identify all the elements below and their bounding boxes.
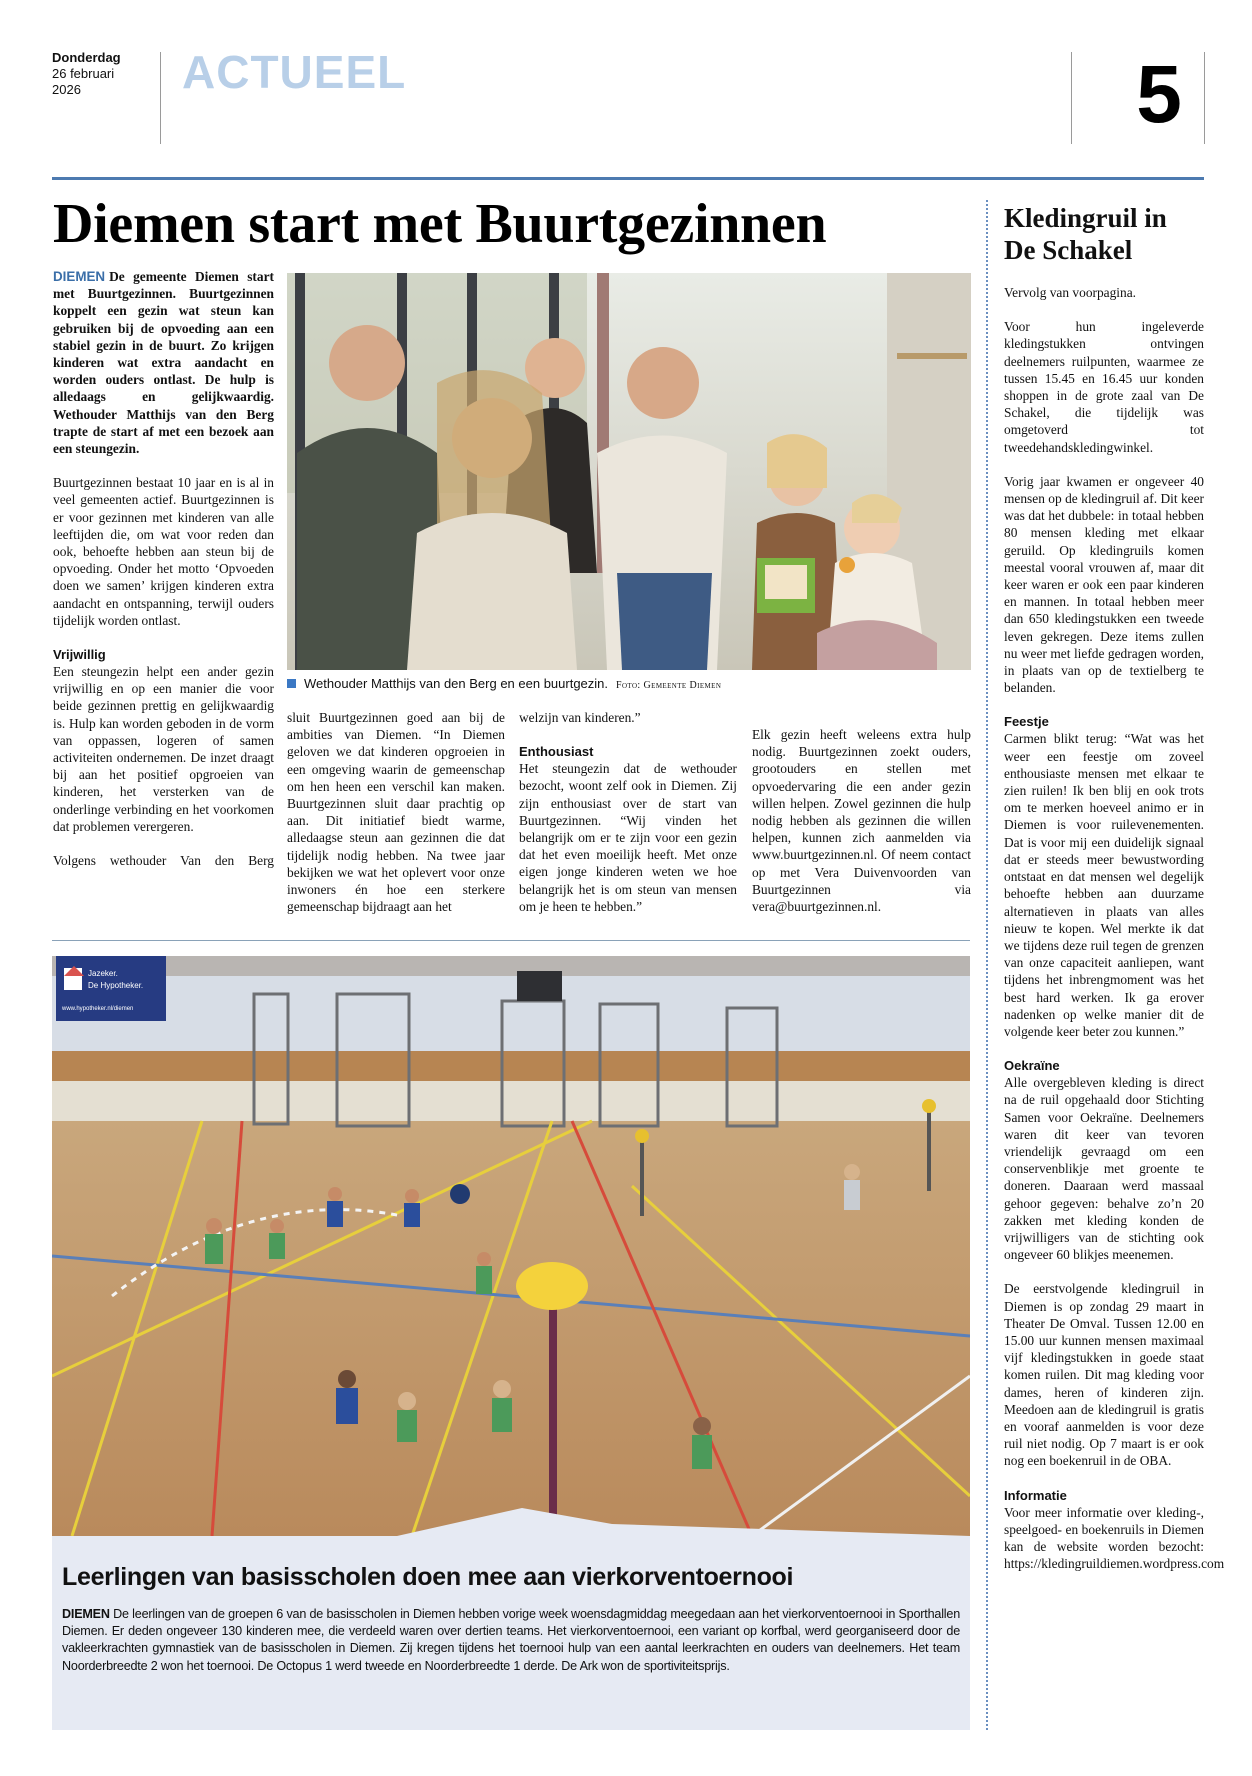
banner-line-2: De Hypotheker. [88,981,144,990]
section-title: ACTUEEL [182,46,407,98]
dateline: DIEMEN [53,269,106,284]
issue-date [52,50,121,98]
caption-marker-icon [287,679,296,688]
paragraph: welzijn van kinderen.” [519,710,641,725]
side-article-column [1004,284,1225,1572]
subhead-feestje: Feestje [1004,714,1049,730]
sports-dateline: DIEMEN [62,1607,110,1621]
banner-url: www.hypotheker.nl/diemen [62,1006,134,1012]
header-divider [160,52,161,144]
gym-photo-image [52,956,970,1536]
subhead-oekraine: Oekraïne [1004,1058,1060,1074]
issue-date-text: 26 februari [52,66,115,81]
paragraph: sluit Buurtgezinnen goed aan bij de ambities van Diemen. “In Diemen geloven we dat kinderen opgroeien in een omgeving waarin de gemeenschap om hen heen een verschil kan maken. Buurtgezinnen sluit daar prachtig op aan. Dit initiatief biedt warme, alledaagse steun aan gezinnen die dat tijdelijk nodig hebben. Na twee jaar bekijken we wat het oplevert voor onze inwoners én hoe een sterkere gemeenschap bijdraagt aan het [287,710,505,915]
paragraph: Elk gezin heeft weleens extra hulp nodig. Buurtgezinnen zoekt ouders, grootouders en stellen met opvoedervaring die een ander gezin willen helpen. Zowel gezinnen die hulp nodig hebben als gezinnen die willen helpen, kunnen zich aanmelden via www.buurtgezinnen.nl. Of neem contact op met Vera Duivenvoorden van Buurtgezinnen via vera@buurtgezinnen.nl. [752,727,971,915]
paragraph: Vorig jaar kwamen er ongeveer 40 mensen op de kledingruil af. Dit keer was dat het dubbele: in totaal hebben 80 mensen kleding met elkaar geruild. Op kledingruils komen meestal vooral vrouwen af, maar dit keer waren er ook een paar kinderen en mannen. In totaal hebben meer dan 650 kledingstukken een tweede leven gekregen. Deze items zullen nu weer met liefde gedragen worden, in plaats van op de textielberg te belanden. [1004,473,1204,696]
subhead-informatie: Informatie [1004,1487,1067,1503]
paragraph: Voor meer informatie over kleding-, speelgoed- en boekenruils in Diemen kan de website worden bezocht: https://kledingruildiemen.wordpress.com [1004,1504,1225,1572]
paragraph: Het steungezin dat de wethouder bezocht, woont zelf ook in Diemen. Zij zijn enthousiast over de start van Buurtgezinnen. “Wij vinden het belangrijk om er te zijn voor een gezin dat het even moeilijk heeft. Met onze eigen jonge kinderen weten we hoe belangrijk het is om steun van mensen om je heen te hebben.” [519,761,737,914]
paragraph: Voor hun ingeleverde kledingstukken ontvingen deelnemers ruilpunten, waarmee ze tussen 15.45 en 16.45 uur konden shoppen in de grote zaal van De Schakel, die tijdelijk was omgetoverd tot tweedehandskledingwinkel. [1004,319,1204,455]
main-article-column-3 [519,709,737,915]
photo-credit: Foto: Gemeente Diemen [616,680,722,691]
paragraph: Carmen blikt terug: “Wat was het weer een feestje om zoveel enthousiaste mensen met elkaar te zien ruilen! Ik ben blij en ook trots om te merken hoeveel animo er in Diemen is voor ruilevenementen. Dat is voor mij een duidelijk signaal dat er steeds meer bewustwording ontstaat en dat mensen wel degelijk behoefte hebben aan duurzame alternatieven in plaats van alles nieuw te kopen. Wel merkte ik dat we tijdens deze ruil tegen de grenzen van onze capaciteit aanliepen, want tijdens het inbrengmoment was het best hard werken. Ik ga erover nadenken op welke manier dit de volgende keer beter zou kunnen.” [1004,731,1204,1039]
page-number: 5 [1136,49,1182,140]
subhead-enthousiast: Enthousiast [519,744,594,760]
top-rule [52,177,1204,180]
paragraph: Volgens wethouder Van den Berg [53,853,274,869]
side-headline: Kledingruil in De Schakel [1004,203,1167,265]
photo-caption [287,676,721,691]
header-divider [1204,52,1205,144]
section-divider [52,940,970,941]
gym-photo [52,956,970,1536]
main-article-column-2 [287,709,505,915]
main-article-column-4 [752,726,971,915]
sports-body [62,1606,960,1675]
sports-headline: Leerlingen van basisscholen doen mee aan vierkorventoernooi [62,1563,794,1591]
sports-body-text: De leerlingen van de groepen 6 van de basisscholen in Diemen hebben vorige week woensdagmiddag meegedaan aan het vierkorventoernooi in Sporthallen Diemen. Er deden ongeveer 130 kinderen mee, die verdeeld waren over dertien teams. Het vierkorventoernooi, een variant op korfbal, werd georganiseerd door de vakleerkrachten gymnastiek van de basisscholen in Diemen. Zij kregen tijdens het toernooi hulp van een aantal leerkrachten en ouders van deelnemers. Het team Noorderbreedte 2 won het toernooi. De Octopus 1 werd tweede en Noorderbreedte 1 derde. De Ark won de sportiviteitsprijs. [62,1607,960,1673]
main-headline: Diemen start met Buurtgezinnen [53,193,827,255]
main-article-column-1 [53,268,274,869]
column-separator [986,200,988,1730]
paragraph: De eerstvolgende kledingruil in Diemen is op zondag 29 maart in Theater De Omval. Tussen 12.00 en 15.00 uur kunnen mensen maximaal vijf kledingstukken in goede staat komen ruilen. Dit mag kleding voor dames, heren of kinderen zijn. Meedoen aan de kledingruil is gratis en vooraf aanmelden is voor deze ruil niet nodig. Op 7 maart is er ook nog een boekenruil in de OBA. [1004,1281,1204,1469]
family-photo-image [287,273,971,670]
paragraph: Een steungezin helpt een ander gezin vrijwillig en op een manier die voor beide gezinnen prettig en gelijkwaardig is. Hulp kan worden geboden in de vorm van oppassen, logeren of samen activiteiten ondernemen. De inzet draagt bij aan het positief opgroeien van kinderen, het versterken van de onderlinge verbinding en het voorkomen dat problemen verergeren. [53,664,274,834]
paragraph: Buurtgezinnen bestaat 10 jaar en is al in veel gemeenten actief. Buurtgezinnen is er voor gezinnen met kinderen van alle leeftijden die, om wat voor reden dan ook, behoefte hebben aan steun bij de opvoeding. Onder het motto ‘Opvoeden doen we samen’ krijgen kinderen extra aandacht en ontspanning, terwijl ouders tijdelijk worden ontlast. [53,475,274,628]
side-intro: Vervolg van voorpagina. [1004,285,1137,300]
subhead-vrijwillig: Vrijwillig [53,647,106,663]
issue-year: 2026 [52,82,81,97]
header-divider [1071,52,1072,144]
banner-line-1: Jazeker. [88,969,118,978]
lead-paragraph [53,268,274,457]
lead-text: De gemeente Diemen start met Buurtgezinnen. Buurtgezinnen koppelt een gezin wat steun kan gebruiken bij de opvoeding aan een stabiel gezin in de buurt. Zo krijgen kinderen wat extra aandacht en worden ouders ontlast. De hulp is alledaags en gelijkwaardig. Wethouder Matthijs van den Berg trapte de start af met een bezoek aan een steungezin. [53,269,274,457]
caption-text: Wethouder Matthijs van den Berg en een buurtgezin. [304,676,609,691]
paragraph: Alle overgebleven kleding is direct na de ruil opgehaald door Stichting Samen voor Oekraïne. Deelnemers waren dit keer van tevoren vriendelijk gevraagd om een conservenblikje met groente te doneren. Daaraan werd massaal gehoor gegeven: behalve zo’n 20 zakken met kleding konden de vrijwilligers van de stichting ook ongeveer 60 blikjes meenemen. [1004,1075,1204,1263]
issue-day: Donderdag [52,50,121,65]
family-photo [287,273,971,670]
